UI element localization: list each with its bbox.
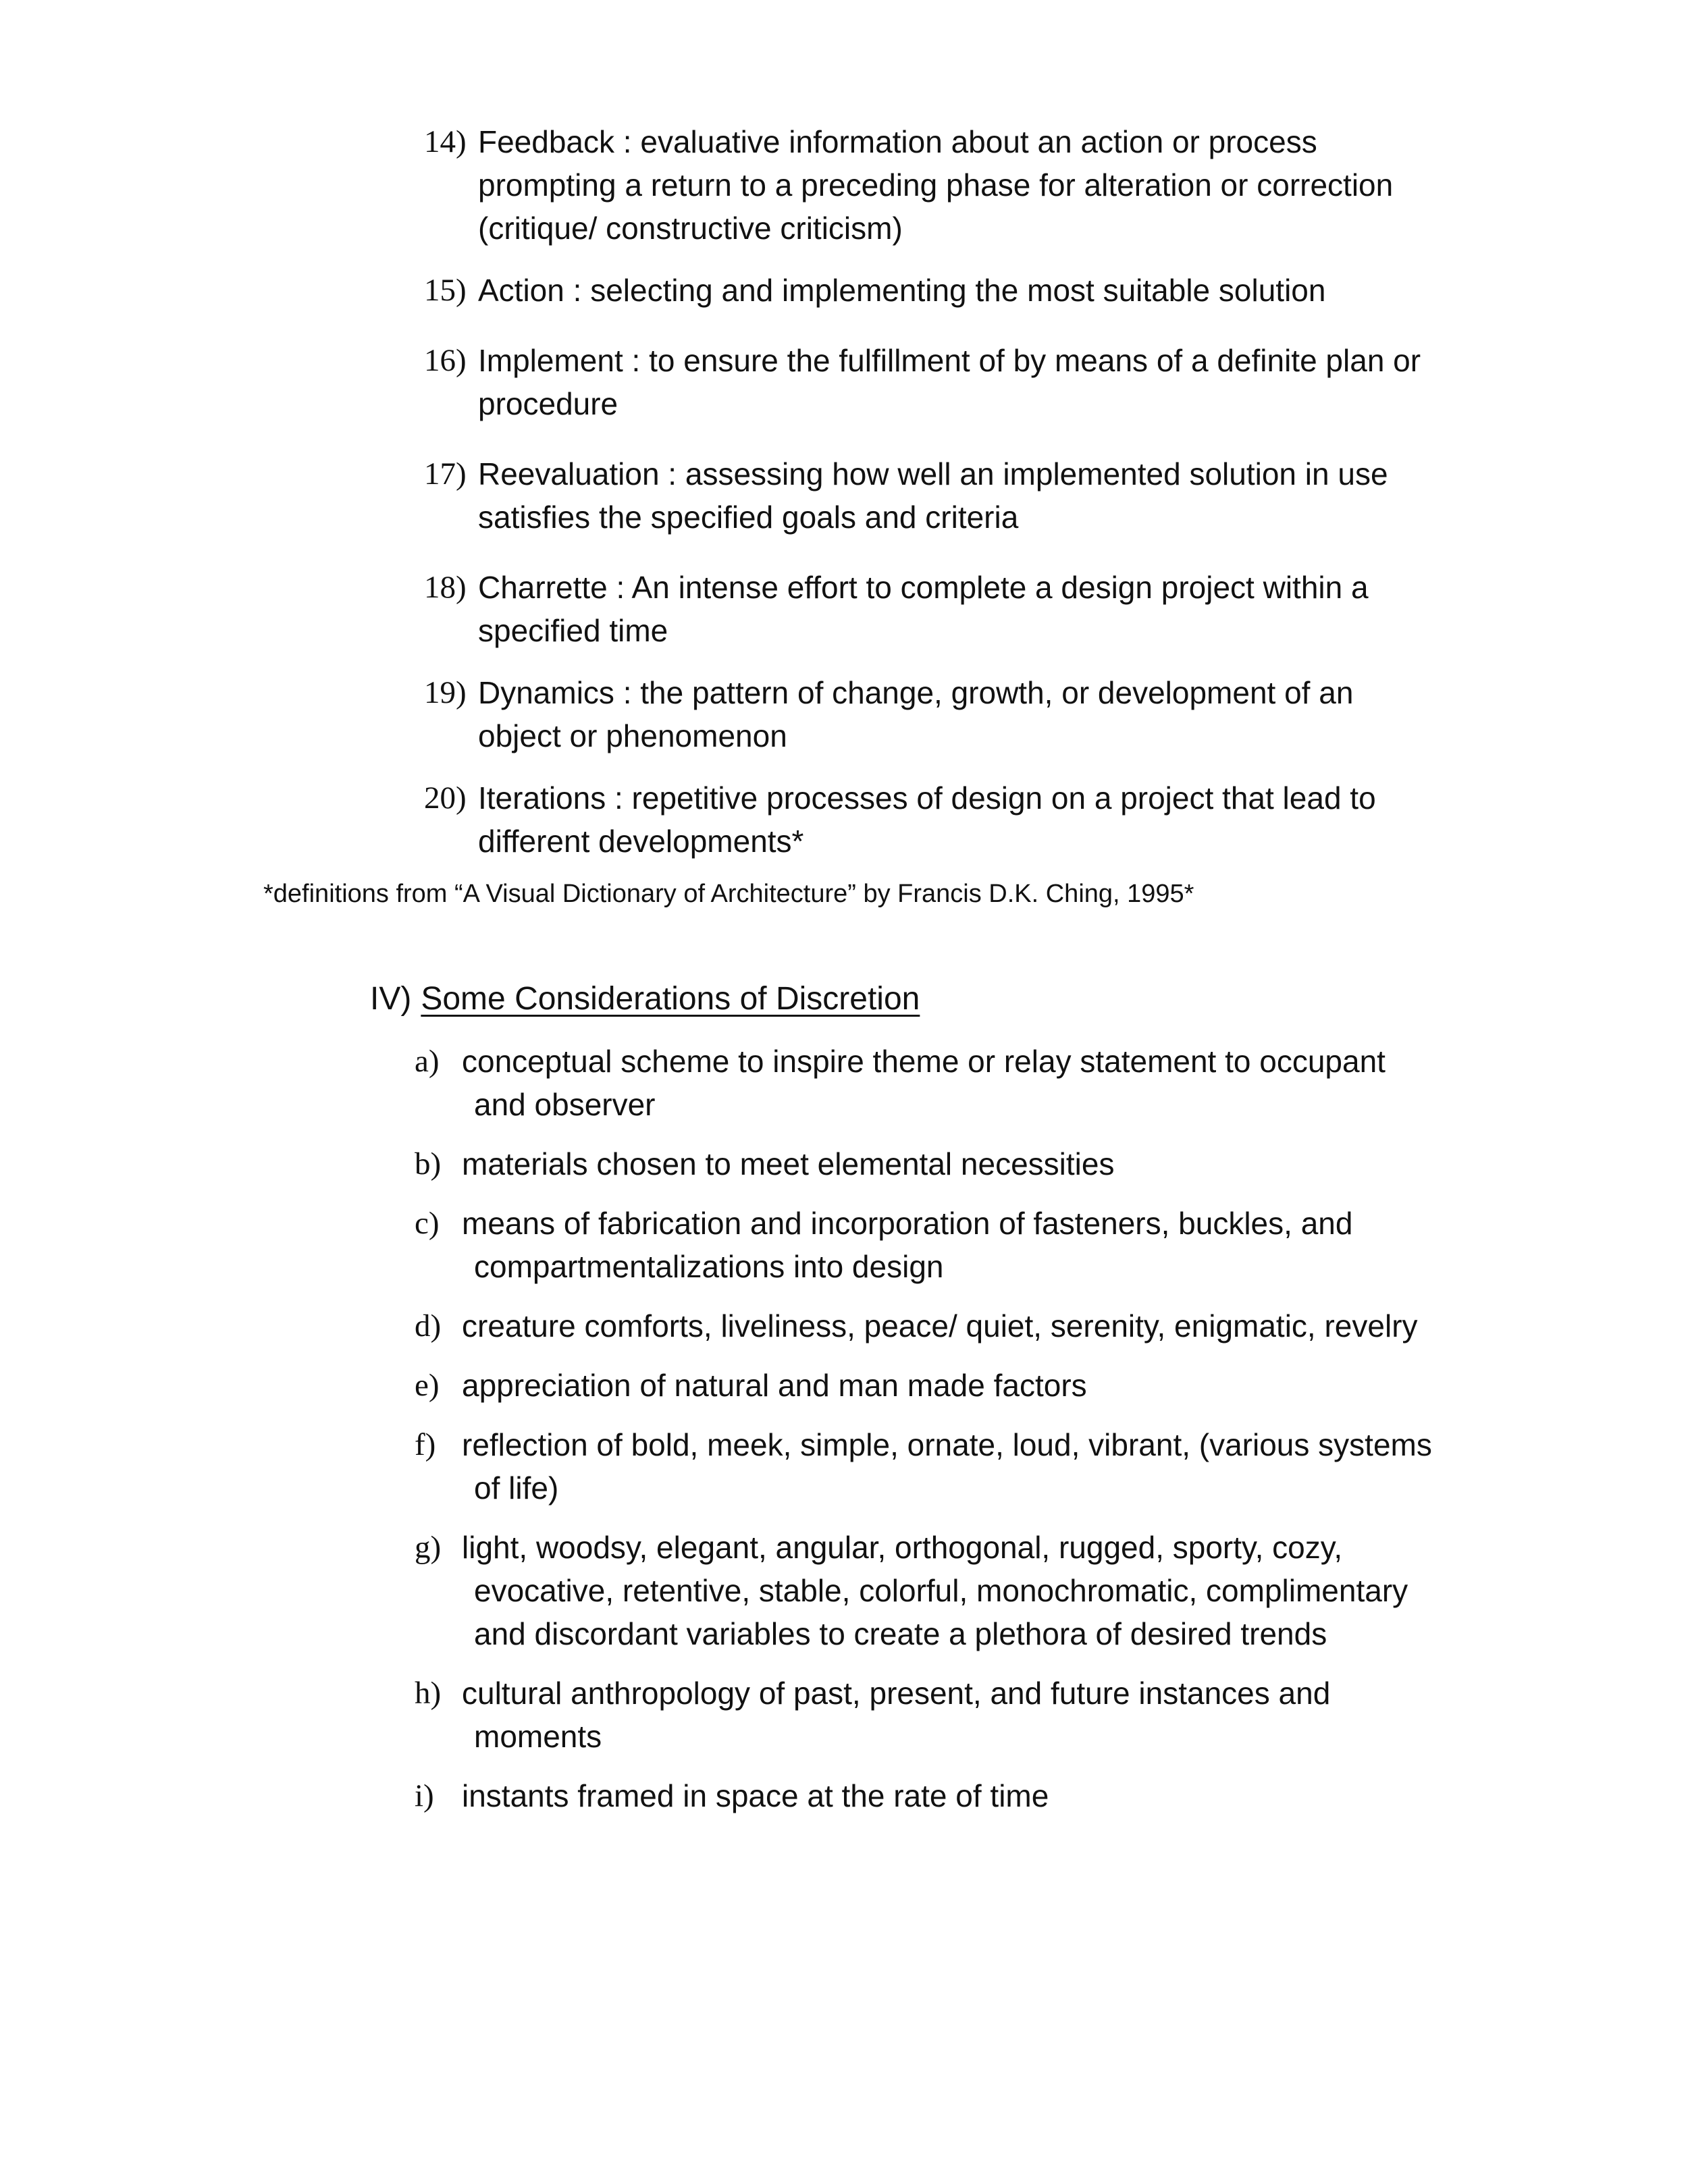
consideration-text: materials chosen to meet elemental necessities (462, 1146, 1115, 1181)
definition-item (424, 269, 1437, 312)
definition-number: 19) (424, 675, 467, 710)
definition-number: 14) (424, 124, 467, 159)
consideration-text: light, woodsy, elegant, angular, orthogonal, rugged, sporty, cozy, evocative, retentive, stable, colorful, monochromatic, complimentary and discordant variables to create a plethora of desired trends (462, 1530, 1408, 1651)
section-title: Some Considerations of Discretion (421, 981, 920, 1017)
definition-item (424, 339, 1437, 425)
consideration-text: reflection of bold, meek, simple, ornate, loud, vibrant, (various systems of life) (462, 1427, 1432, 1506)
definition-text: Charrette : An intense effort to complete a design project within a specified time (478, 570, 1369, 648)
consideration-item (415, 1774, 1441, 1817)
consideration-letter: f) (415, 1427, 436, 1462)
consideration-item (415, 1423, 1441, 1510)
definition-number: 17) (424, 456, 467, 491)
definition-item (424, 452, 1437, 539)
definition-item (424, 566, 1437, 652)
consideration-letter: e) (415, 1368, 440, 1403)
consideration-item (415, 1202, 1441, 1288)
consideration-item (415, 1304, 1441, 1348)
definition-number: 15) (424, 273, 467, 308)
consideration-letter: d) (415, 1308, 442, 1343)
definition-item (424, 776, 1437, 863)
consideration-letter: i) (415, 1778, 434, 1813)
definition-list (424, 120, 1437, 890)
definition-text: Iterations : repetitive processes of design on a project that lead to different developments* (478, 780, 1376, 859)
consideration-text: cultural anthropology of past, present, and future instances and moments (462, 1676, 1331, 1754)
definition-number: 16) (424, 343, 467, 378)
consideration-item (415, 1364, 1441, 1407)
consideration-letter: b) (415, 1146, 442, 1181)
consideration-text: appreciation of natural and man made factors (462, 1368, 1087, 1403)
definitions-citation: *definitions from “A Visual Dictionary of Architecture” by Francis D.K. Ching, 1995* (263, 880, 1194, 908)
consideration-text: means of fabrication and incorporation of fasteners, buckles, and compartmentalizations into design (462, 1206, 1353, 1284)
section-numeral: IV) (370, 981, 412, 1017)
consideration-letter: c) (415, 1206, 440, 1241)
consideration-letter: g) (415, 1530, 442, 1565)
consideration-letter: h) (415, 1676, 442, 1711)
consideration-item (415, 1040, 1441, 1126)
section-heading (370, 978, 920, 1021)
definition-text: Action : selecting and implementing the most suitable solution (478, 273, 1326, 308)
considerations-list (415, 1040, 1441, 1834)
definition-text: Dynamics : the pattern of change, growth, or development of an object or phenomenon (478, 675, 1354, 753)
consideration-item (415, 1142, 1441, 1186)
definition-item (424, 120, 1437, 250)
consideration-text: conceptual scheme to inspire theme or relay statement to occupant and observer (462, 1044, 1386, 1122)
consideration-text: instants framed in space at the rate of time (462, 1778, 1049, 1813)
consideration-item (415, 1672, 1441, 1758)
definition-text: Reevaluation : assessing how well an implemented solution in use satisfies the specified goals and criteria (478, 456, 1388, 535)
definition-text: Feedback : evaluative information about an action or process prompting a return to a preceding phase for alteration or correction (critique/ constructive criticism) (478, 124, 1394, 246)
consideration-letter: a) (415, 1044, 440, 1079)
definition-text: Implement : to ensure the fulfillment of by means of a definite plan or procedure (478, 343, 1421, 421)
definition-item (424, 671, 1437, 757)
definition-number: 20) (424, 780, 467, 816)
consideration-item (415, 1526, 1441, 1655)
definition-number: 18) (424, 570, 467, 605)
consideration-text: creature comforts, liveliness, peace/ quiet, serenity, enigmatic, revelry (462, 1308, 1418, 1343)
